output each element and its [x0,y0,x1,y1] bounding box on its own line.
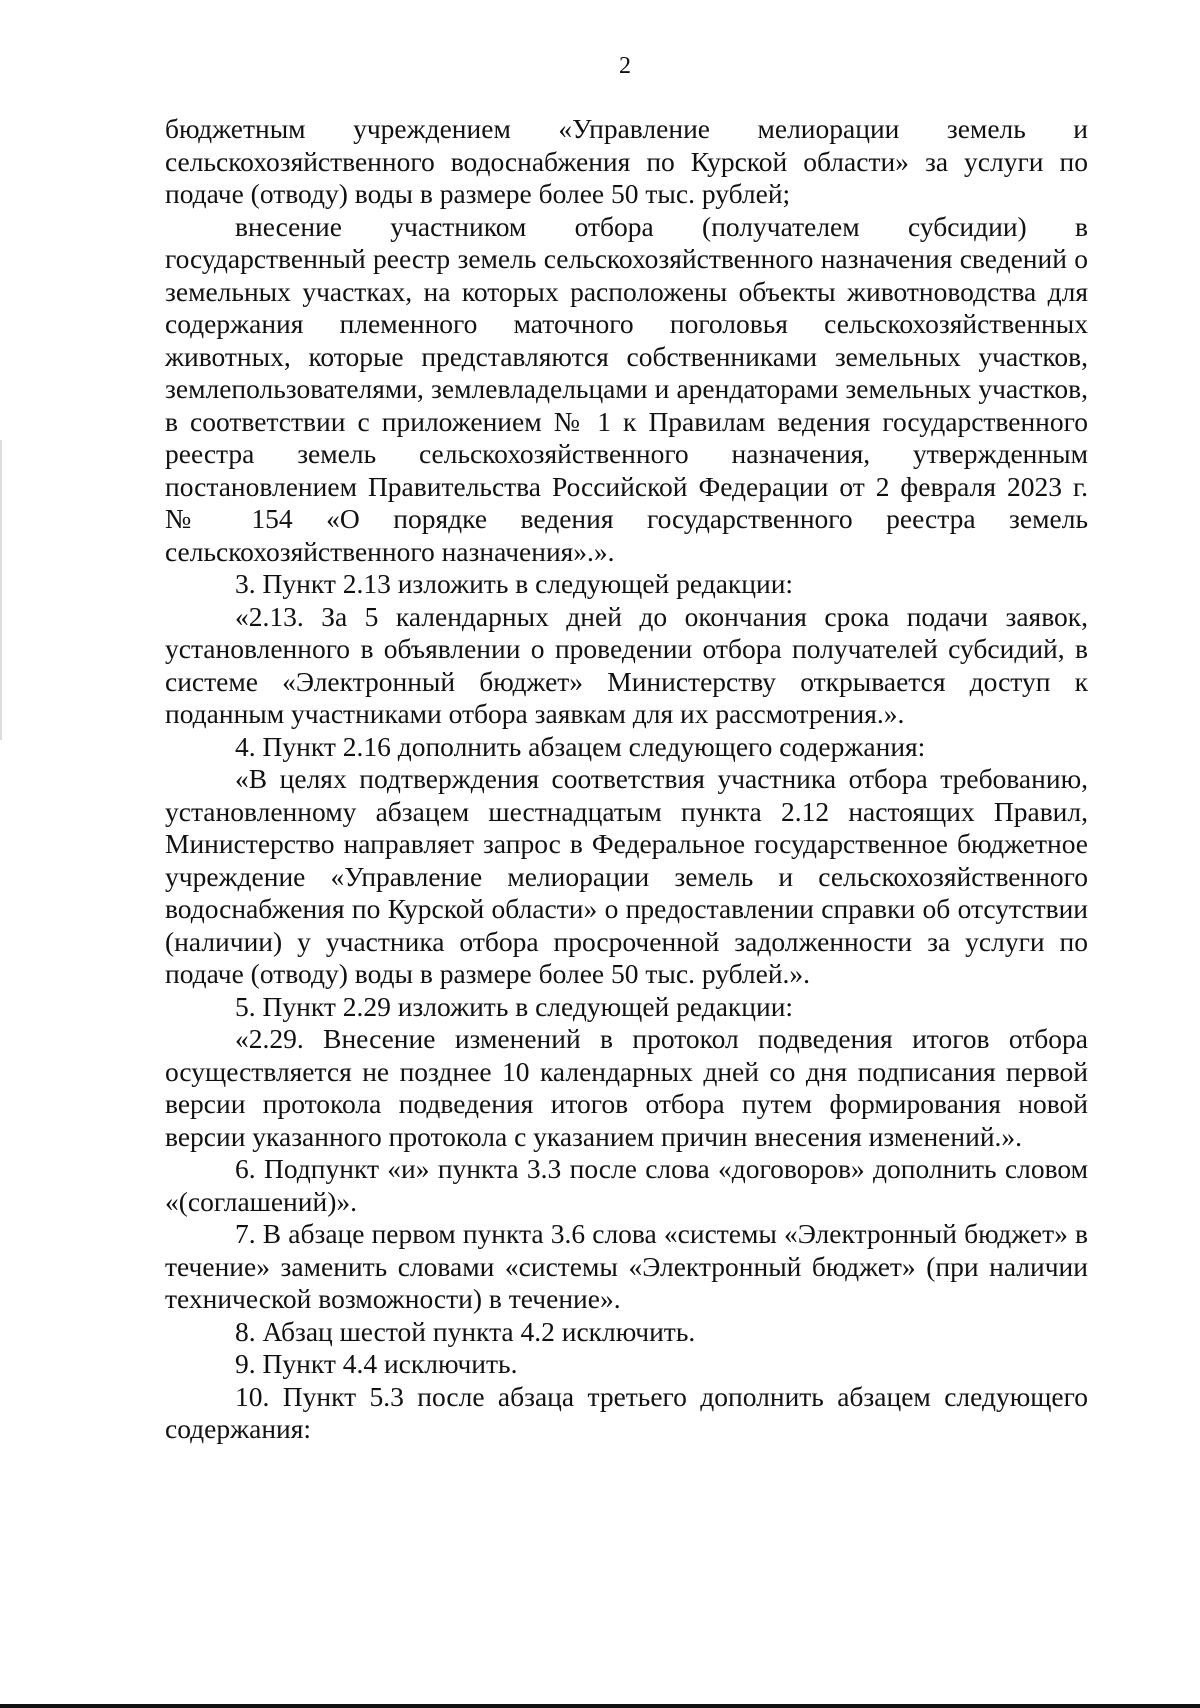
page-number: 2 [619,53,631,79]
paragraph-6: «В целях подтверждения соответствия участника отбора требованию, установленному абзацем шестнадцатым пункта 2.12 настоящих Правил, Министерство направляет запрос в Федеральное государственное бюджетное учреждение «Управление мелиорации земель и сельскохозяйственного водоснабжения по Курской области» о предоставлении справки об отсутствии (наличии) у участника отбора просроченной задолженности за услуги по подаче (отводу) воды в размере более 50 тыс. рублей.». [165,763,1088,989]
paragraph-12: 9. Пункт 4.4 исключить. [235,1348,518,1379]
paragraph-13: 10. Пункт 5.3 после абзаца третьего дополнить абзацем следующего содержания: [165,1380,1088,1444]
paragraph-7: 5. Пункт 2.29 изложить в следующей редакции: [235,990,794,1022]
paragraph-2: внесение участником отбора (получателем субсидии) в государственный реестр земель сельскохозяйственного назначения сведений о земельных участках, на которых расположены объекты животноводства для содержания племенного маточного поголовья сельскохозяйственных животных, которые представляются собственниками земельных участков, землепользователями, землевладельцами и арендаторами земельных участков, в соответствии с приложением № 1 к Правилам ведения государственного реестра земель сельскохозяйственного назначения, утвержденным постановлением Правительства Российской Федерации от 2 февраля 2023 г. № 154 «О порядке ведения государственного реестра земель сельскохозяйственного назначения».». [165,210,1088,567]
paragraph-8: «2.29. Внесение изменений в протокол подведения итогов отбора осуществляется не позднее 10 календарных дней со дня подписания первой версии протокола подведения итогов отбора путем формирования новой версии указанного протокола с указанием причин внесения изменений.». [165,1023,1088,1152]
paragraph-5: 4. Пункт 2.16 дополнить абзацем следующего содержания: [235,730,926,762]
scan-edge-bottom [0,1704,1200,1708]
scan-edge-left [0,440,2,740]
paragraph-9: 6. Подпункт «и» пункта 3.3 после слова «договоров» дополнить словом «(соглашений)». [165,1153,1088,1217]
paragraph-11: 8. Абзац шестой пункта 4.2 исключить. [235,1315,696,1347]
paragraph-1: бюджетным учреждением «Управление мелиорации земель и сельскохозяйственного водоснабжения по Курской области» за услуги по подаче (отводу) воды в размере более 50 тыс. рублей; [165,113,1088,209]
document-body [165,113,1088,1446]
paragraph-10: 7. В абзаце первом пункта 3.6 слова «системы «Электронный бюджет» в течение» заменить словами «системы «Электронный бюджет» (при наличии технической возможности) в течение». [165,1218,1088,1314]
paragraph-3: 3. Пункт 2.13 изложить в следующей редакции: [235,568,794,599]
paragraph-4: «2.13. За 5 календарных дней до окончания срока подачи заявок, установленного в объявлении о проведении отбора получателей субсидий, в системе «Электронный бюджет» Министерству открывается доступ к поданным участниками отбора заявкам для их рассмотрения.». [165,600,1088,729]
